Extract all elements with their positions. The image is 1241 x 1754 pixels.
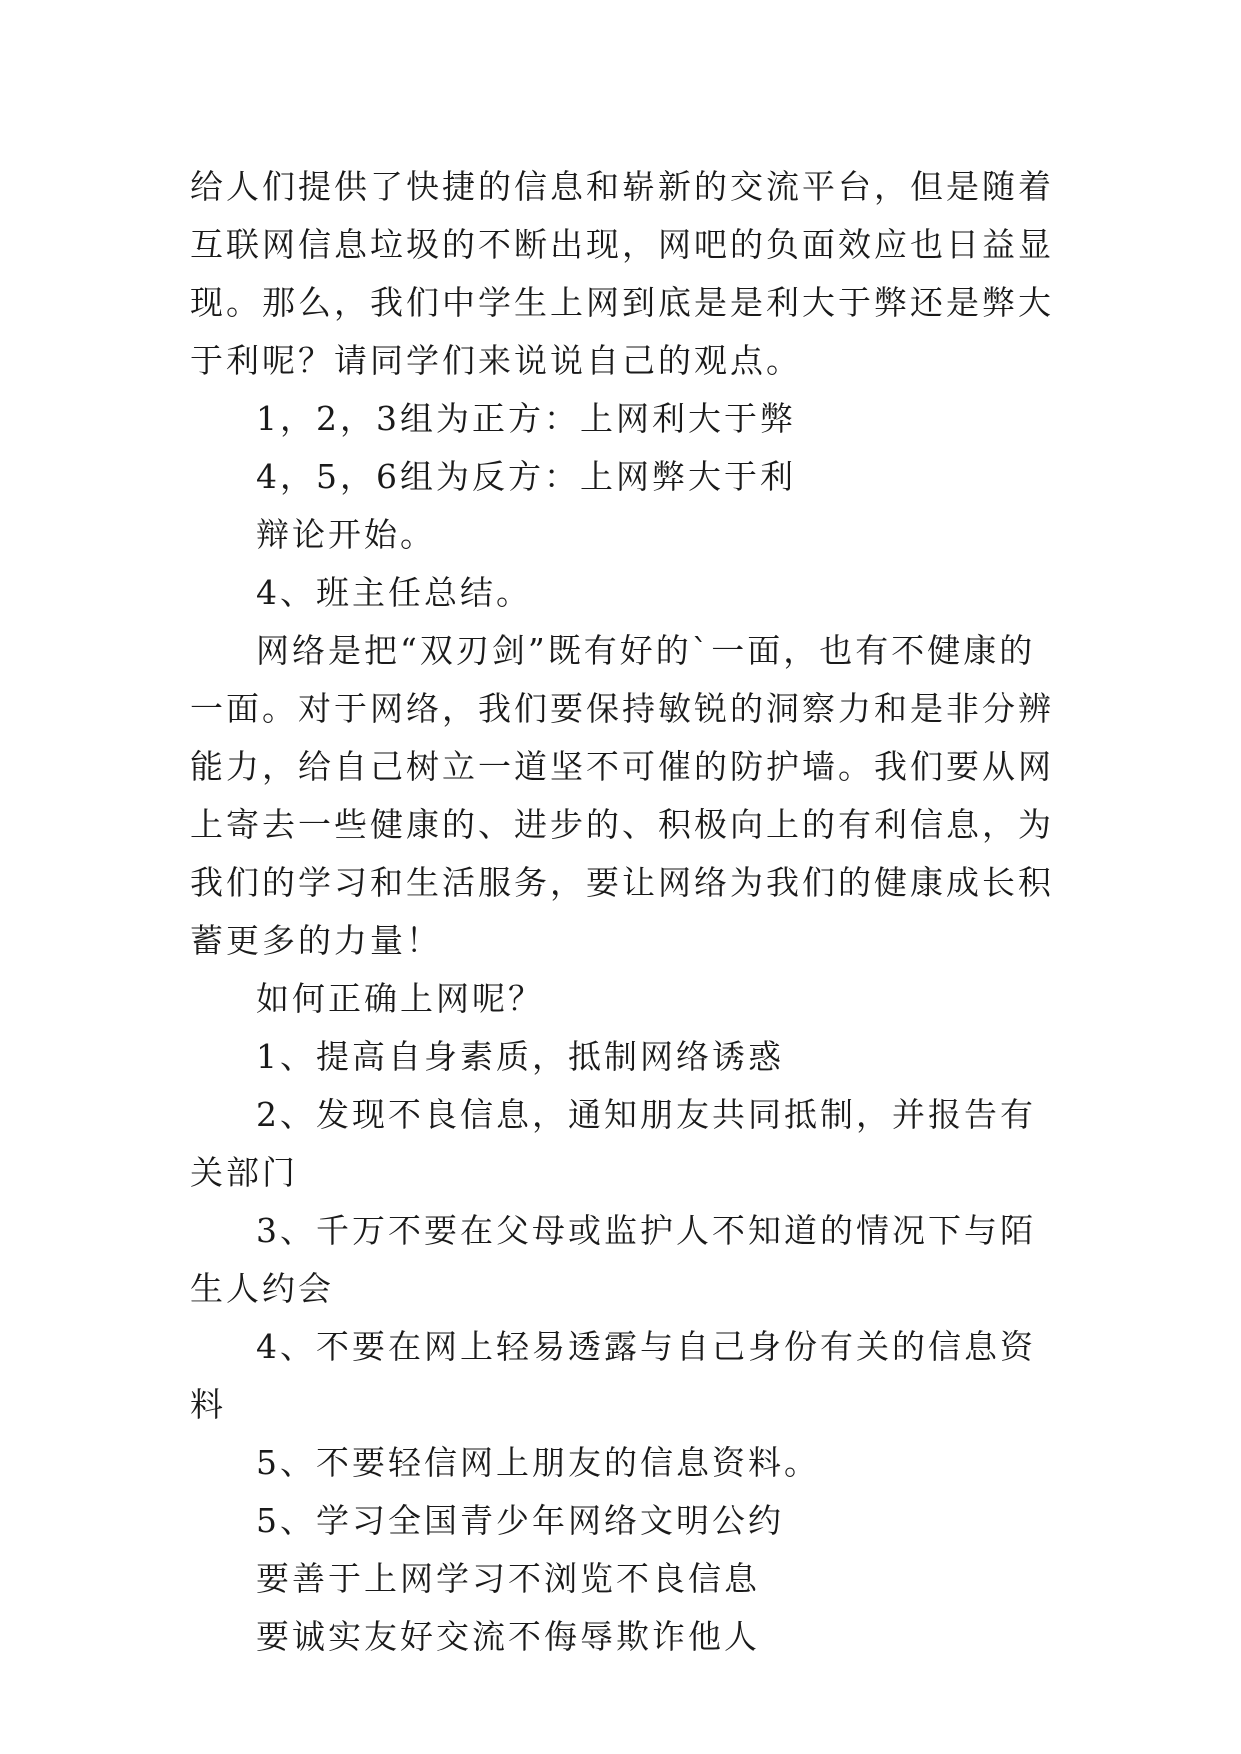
document-body [190,158,1070,1666]
list-item-2: 2、发现不良信息，通知朋友共同抵制，并报告有关部门 [190,1095,1036,1192]
paragraph-how-to-question: 如何正确上网呢？ [256,979,544,1018]
paragraph-teacher-summary: 网络是把“双刃剑”既有好的`一面，也有不健康的一面。对于网络，我们要保持敏锐的洞察力和是非分辨能力，给自己树立一道坚不可催的防护墙。我们要从网上寄去一些健康的、进步的、积极向上的有利信息，为我们的学习和生活服务，要让网络为我们的健康成长积蓄更多的力量！ [190,631,1054,960]
list-item-5: 5、不要轻信网上朋友的信息资料。 [256,1443,820,1482]
list-item-4: 4、不要在网上轻易透露与自己身份有关的信息资料 [190,1327,1036,1424]
list-item-3: 3、千万不要在父母或监护人不知道的情况下与陌生人约会 [190,1211,1036,1308]
paragraph-negative-groups: 4，5，6组为反方：上网弊大于利 [256,457,796,496]
paragraph-debate-start: 辩论开始。 [256,515,436,554]
list-item-1: 1、提高自身素质，抵制网络诱惑 [256,1037,784,1076]
pledge-line-1: 要善于上网学习不浏览不良信息 [256,1559,760,1598]
paragraph-affirmative-groups: 1，2，3组为正方：上网利大于弊 [256,399,796,438]
paragraph-teacher-summary-heading: 4、班主任总结。 [256,573,532,612]
paragraph-intro: 给人们提供了快捷的信息和崭新的交流平台，但是随着互联网信息垃圾的不断出现，网吧的负面效应也日益显现。那么，我们中学生上网到底是是利大于弊还是弊大于利呢？请同学们来说说自己的观点。 [190,167,1054,380]
list-item-5b: 5、学习全国青少年网络文明公约 [256,1501,784,1540]
pledge-line-2: 要诚实友好交流不侮辱欺诈他人 [256,1617,760,1656]
